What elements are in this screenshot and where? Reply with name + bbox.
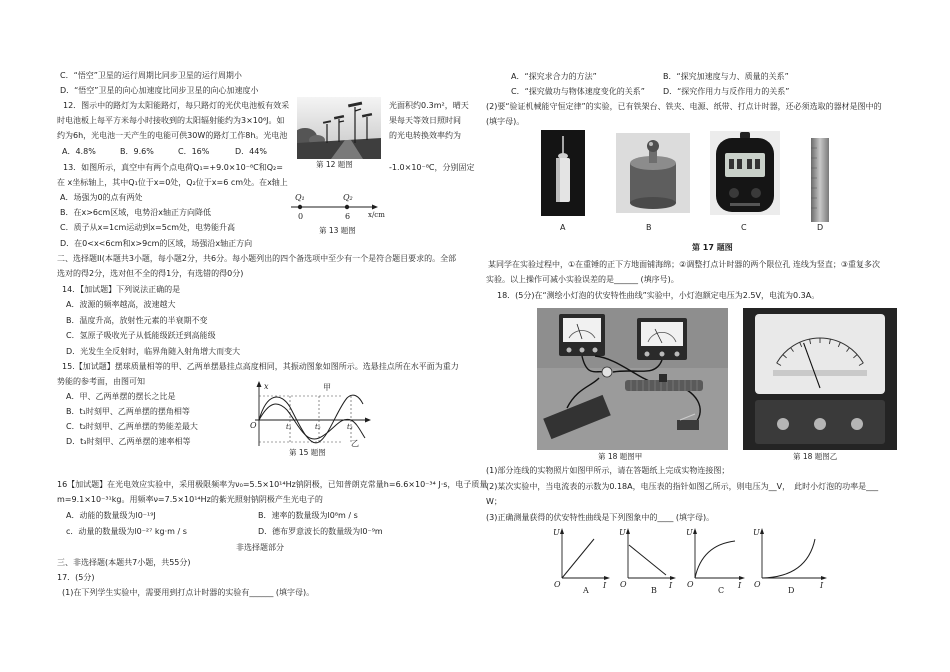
q15-option-d: D．t₃时刻甲、乙两单摆的速率相等 — [66, 437, 191, 446]
q13-charge-axis-figure — [288, 190, 393, 224]
q17-photo-d-ruler — [808, 138, 832, 222]
q17-option-d: D．“探究作用力与反作用力的关系” — [663, 87, 790, 96]
six-tick-label: 6 — [345, 212, 351, 221]
q18-sub2-line1: (2)某次实验中，当电流表的示数为0.18A，电压表的指针如图乙所示，则电压为__V， 此时小灯泡的功率是___ — [486, 482, 879, 491]
q17-photo-c-stopwatch — [710, 131, 780, 215]
yi-label: 乙 — [351, 439, 359, 448]
q14-stem: 14．【加试题】下列说法正确的是 — [62, 285, 181, 294]
q14-option-d: D．光发生全反射时，临界角随入射角增大而变大 — [66, 347, 241, 356]
q12-line1-cont: 光面积约0.3m²，晴天 — [389, 101, 469, 110]
curve-yi — [259, 404, 365, 439]
q15-option-a: A．甲、乙两单摆的摆长之比是 — [66, 392, 176, 401]
q17-sub2-line1: (2)要“验证机械能守恒定律”的实验，已有铁架台、铁夹、电源、纸带、打点计时器，还必须选取的器材是图中的 — [486, 102, 882, 111]
q18-sub3: (3)正确测量获得的伏安特性曲线是下列图象中的____ (填字母)。 — [486, 513, 715, 522]
section3-heading: 三、非选择题(本题共7小题，共55分) — [57, 558, 191, 567]
q18-stem: 18．(5分)在“测绘小灯泡的伏安特性曲线”实验中，小灯泡额定电压为2.5V，电流为0.3A。 — [497, 291, 820, 300]
graph-a-origin-label: O — [554, 580, 561, 589]
q18-caption-jia: 第 18 题图甲 — [598, 452, 643, 461]
zero-tick-label: 0 — [298, 212, 304, 221]
q12-streetlight-photo — [297, 97, 381, 159]
q17-option-c: C．“探究做功与物体速度变化的关系” — [511, 87, 645, 96]
graph-c-i-label: I — [738, 581, 742, 590]
q2-label: Q₂ — [343, 193, 353, 202]
q13-option-c: C．质子从x=1cm运动到x=5cm处，电势能升高 — [60, 223, 236, 232]
q18-caption-yi: 第 18 题图乙 — [793, 452, 838, 461]
q17-photo-label-a: A — [560, 223, 566, 232]
q18-sub1: (1)部分连线的实物照片如图甲所示，请在答题纸上完成实物连接图； — [486, 466, 730, 475]
q12-option-b: B．9.6% — [120, 147, 154, 156]
graph-a-curve — [562, 539, 594, 578]
q16-option-a: A．动能的数量级为l0⁻¹⁹J — [66, 511, 156, 520]
q17-sub2-line2: (填字母)。 — [486, 117, 525, 126]
section2-line1: 二、选择题II(本题共3小题，每小题2分，共6分。每小题列出的四个备选项中至少有一个是符合题目要求的。全部 — [57, 254, 457, 263]
graph-c-origin-label: O — [687, 580, 694, 589]
graph-b-curve — [629, 545, 666, 575]
t1-label: t₁ — [286, 423, 292, 431]
graph-d-curve — [762, 539, 815, 578]
q13-line1: 13．如图所示，真空中有两个点电荷Q₁=+9.0×10⁻⁸C和Q₂= — [63, 163, 283, 172]
q16-line2: m=9.1×10⁻³¹kg。用频率ν=7.5×10¹⁴Hz的紫光照射钠阴极产生光电子的 — [57, 495, 323, 504]
graph-c-letter: C — [718, 586, 725, 595]
graph-a-i-label: I — [603, 581, 607, 590]
q17-caption: 第 17 题图 — [692, 243, 733, 252]
q15-option-c: C．t₂时刻甲、乙两单摆的势能差最大 — [66, 422, 198, 431]
graph-a-u-label: U — [553, 528, 560, 537]
graph-c-curve — [695, 541, 735, 578]
q13-line1-cont: -1.0×10⁻⁸C，分别固定 — [389, 163, 475, 172]
q18-fig-yi-voltmeter-photo — [743, 308, 897, 450]
terminal — [851, 418, 863, 430]
q14-option-a: A．波源的频率越高，波速越大 — [66, 300, 176, 309]
q16-option-b: B．速率的数量级为l0⁸m / s — [258, 511, 358, 520]
graph-d-i-label: I — [820, 581, 824, 590]
q15-line1: 15.【加试题】摆球质量相等的甲、乙两单摆悬挂点高度相同，其振动图象如图所示。选悬挂点所在水平面为重力 — [62, 362, 459, 371]
jia-label: 甲 — [323, 383, 331, 392]
charge-q1-dot — [298, 205, 302, 209]
q12-line3-cont: 的光电转换效率约为 — [389, 131, 461, 140]
switch — [677, 420, 699, 430]
q17-photo-b-mass — [616, 133, 690, 213]
graph-c-u-label: U — [686, 528, 693, 537]
terminal — [777, 418, 789, 430]
q11-option-c: C．“悟空”卫星的运行周期比同步卫星的运行周期小 — [60, 71, 242, 80]
ammeter-photo — [637, 318, 687, 360]
q16-option-d: D．德布罗意波长的数量级为l0⁻⁹m — [258, 527, 383, 536]
graph-d-letter: D — [788, 586, 795, 595]
graph-b-origin-label: O — [620, 580, 627, 589]
q18-iv-graph-choices — [545, 525, 830, 597]
q12-caption: 第 12 题图 — [316, 160, 353, 169]
mirror-strip — [773, 370, 867, 376]
terminal — [814, 418, 826, 430]
q17-option-a: A．“探究求合力的方法” — [511, 72, 597, 81]
q17-sub1: (1)在下列学生实验中，需要用到打点计时器的实验有______ (填字母)。 — [62, 588, 315, 597]
q17-photo-label-c: C — [741, 223, 747, 232]
graph-d-u-label: U — [753, 528, 760, 537]
bulb — [602, 367, 612, 377]
axis-arrow — [372, 205, 378, 210]
t3-label: t₃ — [347, 423, 353, 431]
q12-option-a: A．4.8% — [62, 147, 96, 156]
q13-caption: 第 13 题图 — [319, 226, 356, 235]
q18-fig-jia-circuit-photo — [537, 308, 728, 450]
q15-caption: 第 15 题图 — [289, 448, 326, 457]
q16-option-c: c．动量的数量级为l0⁻²⁷ kg·m / s — [66, 527, 187, 536]
q17-photo-label-b: B — [646, 223, 652, 232]
q17-note-line2: 实验。以上操作可减小实验误差的是______ (填序号)。 — [486, 275, 679, 284]
q12-line3: 约为6h，光电池一天产生的电能可供30W的路灯工作8h。光电池 — [57, 131, 288, 140]
dial-face — [755, 314, 885, 394]
q12-option-c: C．16% — [178, 147, 210, 156]
axis-arrows — [560, 528, 827, 580]
graph-axes — [562, 533, 822, 578]
graph-b-u-label: U — [619, 528, 626, 537]
q12-line1: 12．图示中的路灯为太阳能路灯，每只路灯的光伏电池板有效采 — [63, 101, 290, 110]
axis-unit-label: x/cm — [368, 211, 385, 219]
q18-sub2-line2: W； — [486, 497, 502, 506]
q15-oscillation-graph — [247, 380, 373, 448]
q15-option-b: B．t₁时刻甲、乙两单摆的摆角相等 — [66, 407, 190, 416]
q17-option-b: B．“探究加速度与力、质量的关系” — [663, 72, 789, 81]
q16-line1: 16【加试题】在光电效应实验中，采用极限频率为ν₀=5.5×10¹⁴Hz钠阴极，已知普朗克常量h=6.6×10⁻³⁴ J·s，电子质量 — [57, 480, 488, 489]
q13-line2: 在 x坐标轴上，其中Q₁位于x=0处，Q₂位于x=6 cm处。在x轴上 — [57, 178, 288, 187]
x-axis-label: x — [264, 382, 269, 391]
q12-line2: 时电池板上每平方米每小时接收到的太阳辐射能约为3×10⁶J。如 — [57, 116, 285, 125]
q14-option-b: B．温度升高，放射性元素的半衰期不变 — [66, 316, 208, 325]
voltmeter-photo — [559, 314, 605, 356]
q11-option-d: D．“悟空”卫星的向心加速度比同步卫星的向心加速度小 — [60, 86, 259, 95]
graph-d-origin-label: O — [754, 580, 761, 589]
q15-line2: 势能的参考面，由图可知 — [57, 377, 145, 386]
origin-label: O — [250, 421, 257, 430]
section2-line2: 选对的得2分，选对但不全的得1分，有选错的得0分) — [57, 269, 244, 278]
q13-option-a: A．场强为0的点有两处 — [60, 193, 143, 202]
q13-option-d: D．在0<x<6cm和x>9cm的区域，场强沿x轴正方向 — [60, 239, 253, 248]
q1-label: Q₁ — [295, 193, 305, 202]
graph-b-i-label: I — [669, 581, 673, 590]
q17-photo-a-weight — [541, 130, 585, 216]
charge-q2-dot — [345, 205, 349, 209]
graph-a-letter: A — [583, 586, 589, 595]
q17-note-line1: 某同学在实验过程中，①在重锤的正下方地面铺海绵；②调整打点计时器的两个限位孔 连线为竖直；③重复多次 — [488, 260, 881, 269]
graph-b-letter: B — [651, 586, 657, 595]
q13-option-b: B．在x>6cm区域，电势沿x轴正方向降低 — [60, 208, 211, 217]
q12-option-d: D．44% — [235, 147, 267, 156]
part2-title: 非选择题部分 — [236, 543, 284, 552]
q12-line2-cont: 果每天等效日照时间 — [389, 116, 461, 125]
q14-option-c: C．氢原子吸收光子从低能级跃迁到高能级 — [66, 331, 216, 340]
q17-photo-label-d: D — [817, 223, 824, 232]
q17-head: 17．(5分) — [57, 573, 95, 582]
t2-label: t₂ — [315, 423, 321, 431]
